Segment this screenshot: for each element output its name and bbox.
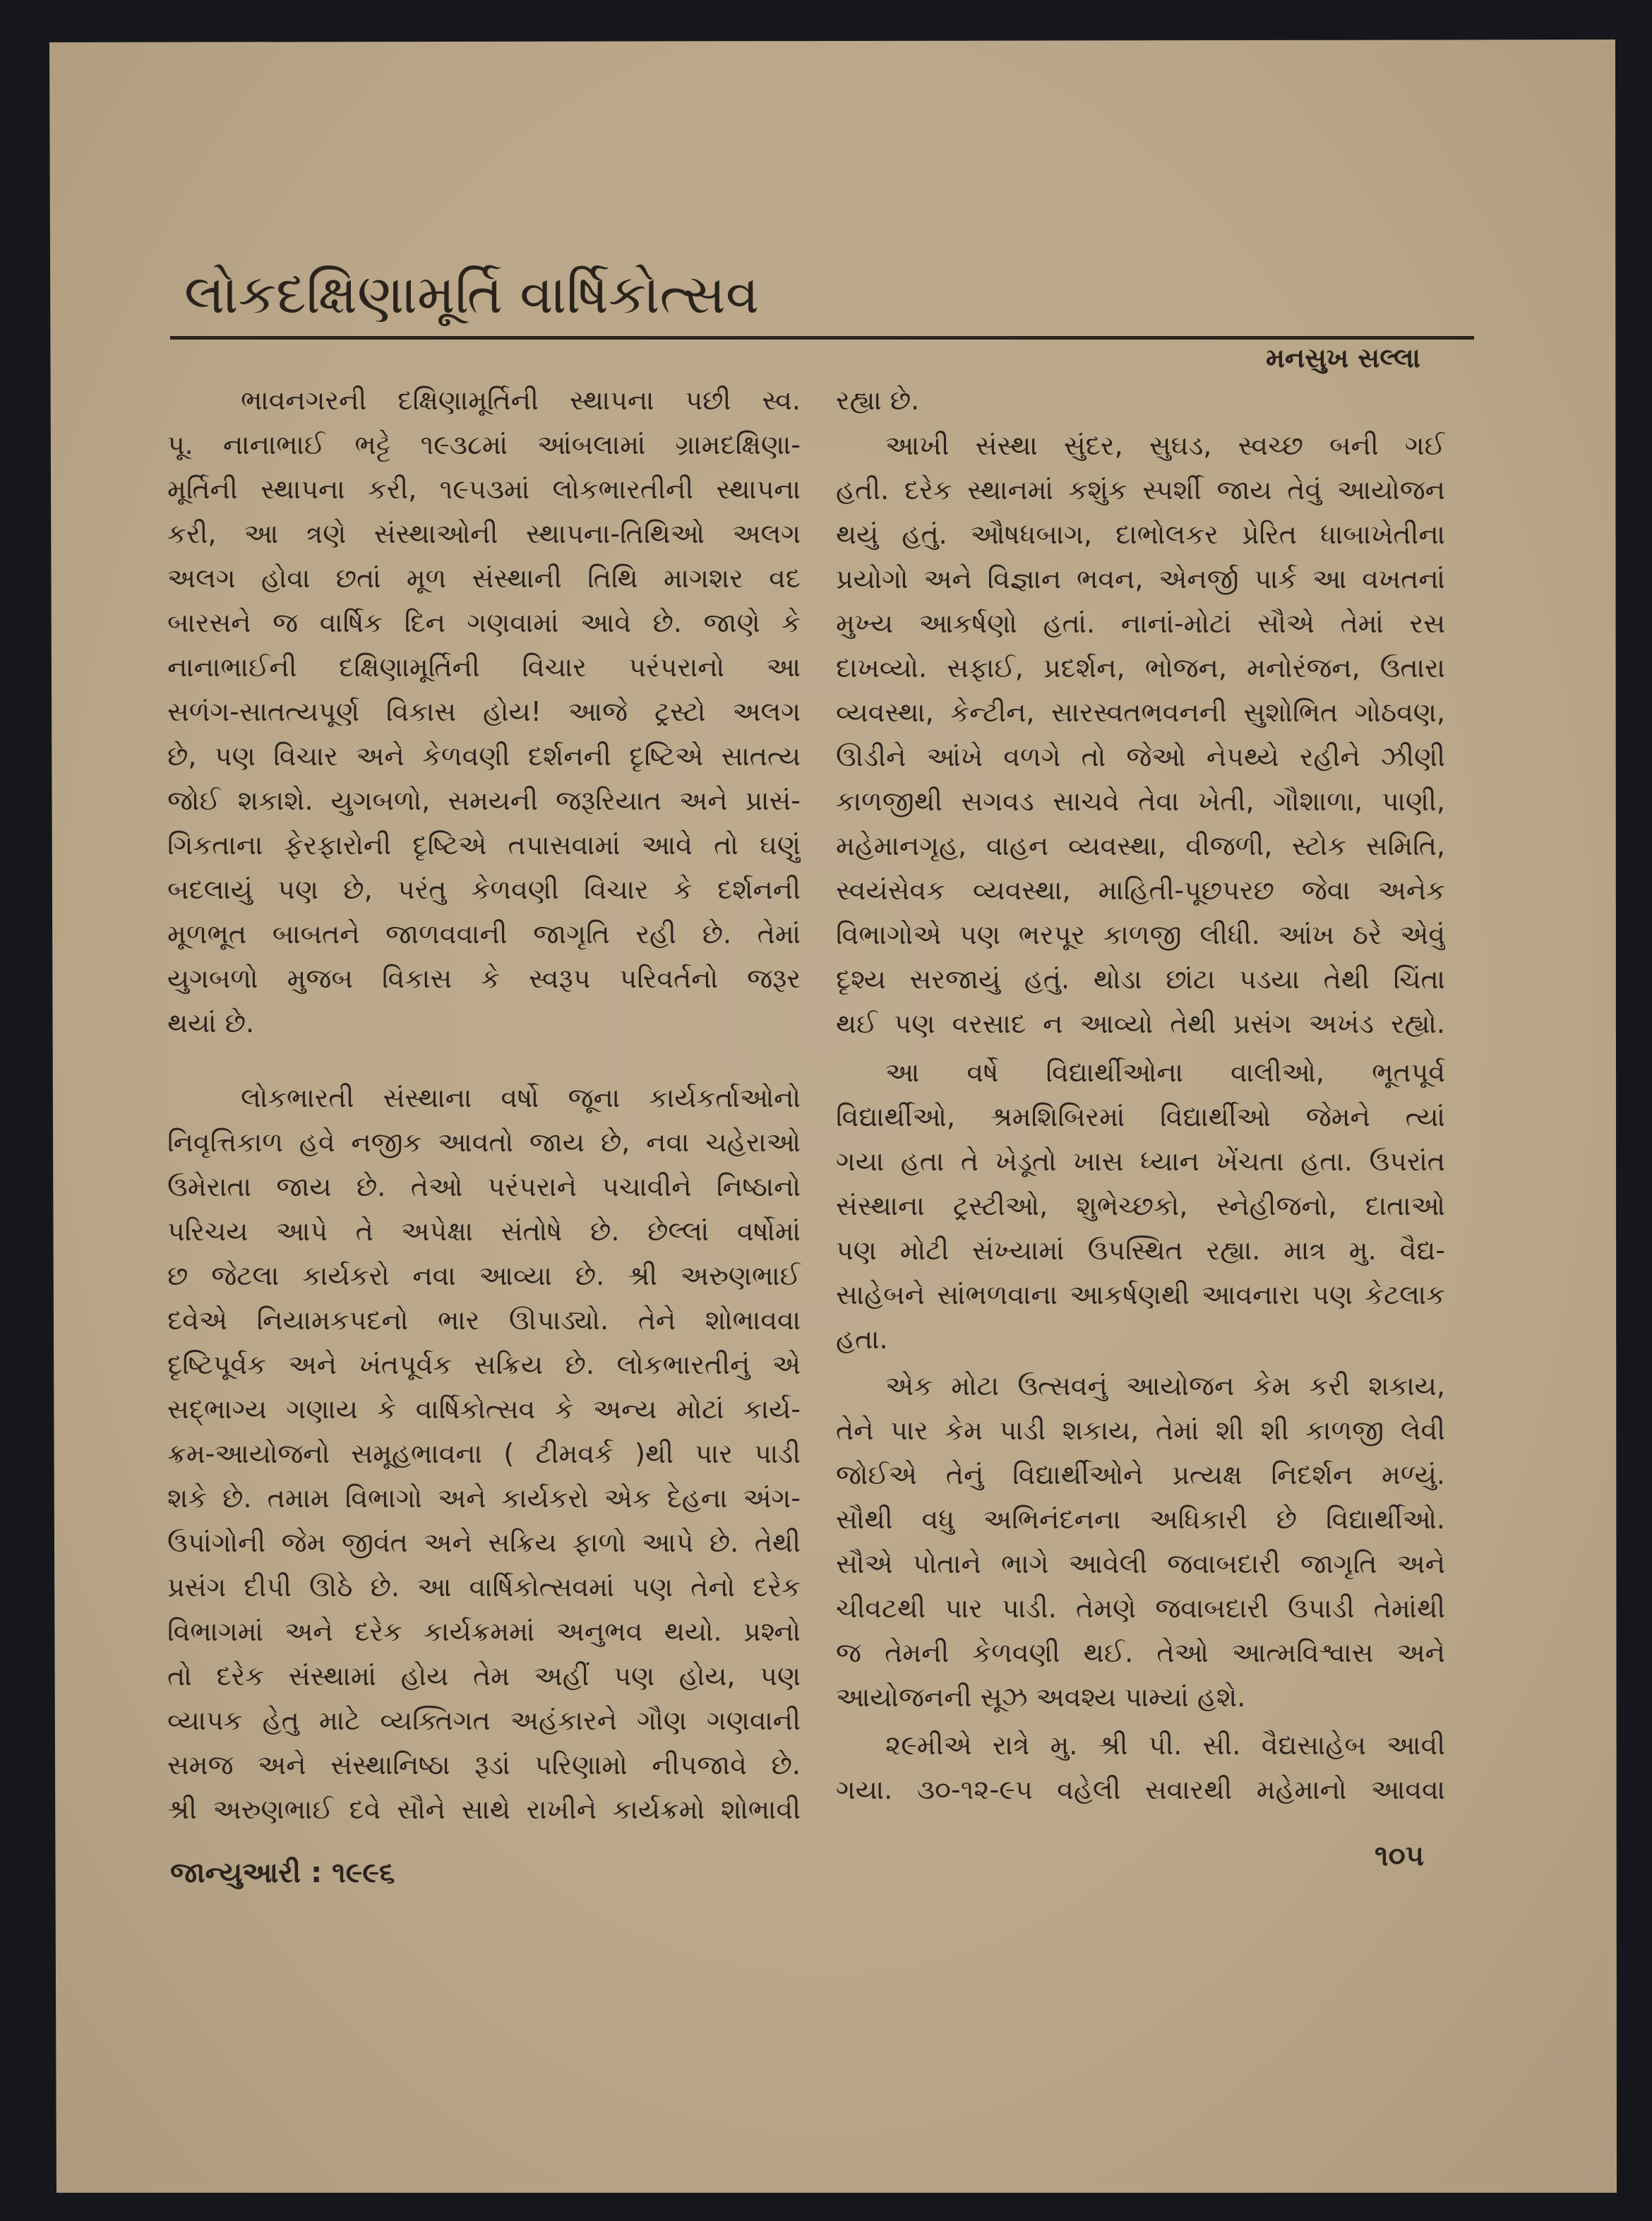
text-line: આ વર્ષે વિદ્યાર્થીઓના વાલીઓ, ભૂતપૂર્વ [885,1057,1445,1088]
text-line: ઉપાંગોની જેમ જીવંત અને સક્રિય ફાળો આપે છે. તેથી [167,1527,801,1558]
text-line: પણ મોટી સંખ્યામાં ઉપસ્થિત રહ્યા. માત્ર મુ. વૈદ્ય- [836,1235,1445,1266]
text-line: છે, પણ વિચાર અને કેળવણી દર્શનની દૃષ્ટિએ સાતત્ય [167,741,801,772]
paragraph [836,1050,1445,1362]
text-line: સ્વયંસેવક વ્યવસ્થા, માહિતી-પૂછપરછ જેવા અનેક [836,875,1445,906]
text-line: એક મોટા ઉત્સવનું આયોજન કેમ કરી શકાય, [885,1370,1445,1401]
text-line: શ્રી અરુણભાઈ દવે સૌને સાથે રાખીને કાર્યક્રમો શોભાવી [167,1794,801,1825]
text-line: બદલાયું પણ છે, પરંતુ કેળવણી વિચાર કે દર્શનની [167,874,801,905]
text-line: ભાવનગરની દક્ષિણામૂર્તિની સ્થાપના પછી સ્વ. [241,385,801,416]
title-rule [170,336,1474,340]
text-line: બારસને જ વાર્ષિક દિન ગણવામાં આવે છે. જાણે કે [167,607,801,638]
paragraph [167,1076,801,1832]
text-line: સૌથી વધુ અભિનંદનના અધિકારી છે વિદ્યાર્થીઓ. [836,1504,1445,1535]
paragraph [836,424,1445,1046]
text-line: આયોજનની સૂઝ અવશ્ય પામ્યાં હશે. [836,1682,1246,1713]
text-line: મૂળભૂત બાબતને જાળવવાની જાગૃતિ રહી છે. તેમાં [167,918,801,950]
right-column [836,378,1445,1812]
text-line: ૨૯મીએ રાત્રે મુ. શ્રી પી. સી. વૈદ્યસાહેબ આવી [885,1730,1445,1761]
article-title: લોકદક્ષિણામૂર્તિ વાર્ષિકોત્સવ [184,263,760,325]
text-line: મૂર્તિની સ્થાપના કરી, ૧૯૫૩માં લોકભારતીની સ્થાપના [167,474,801,505]
text-line: શકે છે. તમામ વિભાગો અને કાર્યકરો એક દેહના અંગ- [167,1483,801,1514]
issue-date: જાન્યુઆરી : ૧૯૯૬ [170,1857,395,1889]
text-line: કરી, આ ત્રણે સંસ્થાઓની સ્થાપના-તિથિઓ અલગ [167,518,801,549]
text-line: તેને પાર કેમ પાડી શકાય, તેમાં શી શી કાળજી લેવી [836,1415,1445,1446]
paragraph [836,1364,1445,1720]
text-line: થયાં છે. [167,1007,255,1038]
text-line: સંસ્થાના ટ્રસ્ટીઓ, શુભેચ્છકો, સ્નેહીજનો, દાતાઓ [836,1190,1445,1221]
text-line: વિદ્યાર્થીઓ, શ્રમશિબિરમાં વિદ્યાર્થીઓ જેમને ત્યાં [836,1101,1445,1132]
text-line: કાળજીથી સગવડ સાચવે તેવા ખેતી, ગૌશાળા, પાણી, [836,786,1445,817]
text-line: નાનાભાઈની દક્ષિણામૂર્તિની વિચાર પરંપરાનો આ [167,652,801,683]
text-line: સાહેબને સાંભળવાના આકર્ષણથી આવનારા પણ કેટલાક [836,1279,1445,1310]
text-line: દવેએ નિયામકપદનો ભાર ઊપાડ્યો. તેને શોભાવવા [167,1305,801,1336]
text-line: ગયા હતા તે ખેડૂતો ખાસ ધ્યાન ખેંચતા હતા. ઉપરાંત [836,1146,1445,1177]
text-line: ઊડીને આંખે વળગે તો જેઓ નેપથ્યે રહીને ઝીણી [836,741,1445,772]
paragraph [836,1723,1445,1812]
page-number: ૧૦૫ [1375,1840,1424,1872]
text-line: ક્રમ-આયોજનો સમૂહભાવના ( ટીમવર્ક )થી પાર પાડી [167,1438,801,1469]
text-line: જોઈ શકાશે. યુગબળો, સમયની જરૂરિયાત અને પ્રાસં- [167,785,801,816]
text-line: દૃશ્ય સરજાયું હતું. થોડા છાંટા પડયા તેથી ચિંતા [836,964,1445,995]
text-line: પ્રસંગ દીપી ઊઠે છે. આ વાર્ષિકોત્સવમાં પણ તેનો દરેક [167,1572,801,1603]
text-line: વ્યાપક હેતુ માટે વ્યક્તિગત અહંકારને ગૌણ ગણવાની [167,1705,801,1736]
text-line: દાખવ્યો. સફાઈ, પ્રદર્શન, ભોજન, મનોરંજન, ઉતારા [836,652,1445,683]
text-line: સૌએ પોતાને ભાગે આવેલી જવાબદારી જાગૃતિ અને [836,1548,1445,1579]
text-line: ચીવટથી પાર પાડી. તેમણે જવાબદારી ઉપાડી તેમાંથી [836,1593,1445,1624]
left-column [167,378,801,1832]
text-line: વિભાગોએ પણ ભરપૂર કાળજી લીધી. આંખ ઠરે એવું [836,919,1445,950]
text-line: યુગબળો મુજબ વિકાસ કે સ્વરૂપ પરિવર્તનો જરૂર [167,963,801,994]
text-line: નિવૃત્તિકાળ હવે નજીક આવતો જાય છે, નવા ચહેરાઓ [167,1127,801,1158]
text-line: મુખ્ય આકર્ષણો હતાં. નાનાં-મોટાં સૌએ તેમાં રસ [836,608,1445,639]
text-line: છ જેટલા કાર્યકરો નવા આવ્યા છે. શ્રી અરુણભાઈ [167,1260,801,1291]
text-line: પૂ. નાનાભાઈ ભટ્ટે ૧૯૩૮માં આંબલામાં ગ્રામદક્ષિણા- [167,429,801,460]
text-line: વ્યવસ્થા, કેન્ટીન, સારસ્વતભવનની સુશોભિત ગોઠવણ, [836,697,1445,728]
text-line: આખી સંસ્થા સુંદર, સુઘડ, સ્વચ્છ બની ગઈ [885,430,1445,461]
text-line: પરિચય આપે તે અપેક્ષા સંતોષે છે. છેલ્લાં વર્ષોમાં [167,1216,801,1247]
text-line: મહેમાનગૃહ, વાહન વ્યવસ્થા, વીજળી, સ્ટોક સમિતિ, [836,830,1445,861]
text-line: અલગ હોવા છતાં મૂળ સંસ્થાની તિથિ માગશર વદ [167,563,801,594]
text-line: તો દરેક સંસ્થામાં હોય તેમ અહીં પણ હોય, પણ [167,1660,801,1692]
text-line: જોઈએ તેનું વિદ્યાર્થીઓને પ્રત્યક્ષ નિદર્શન મળ્યું. [836,1459,1445,1490]
text-line: હતા. [836,1324,888,1355]
text-line: સળંગ-સાતત્યપૂર્ણ વિકાસ હોય! આજે ટ્રસ્ટો અલગ [167,696,801,727]
text-line: રહ્યા છે. [836,385,920,416]
text-line: લોકભારતી સંસ્થાના વર્ષો જૂના કાર્યકર્તાઓનો [241,1082,801,1113]
text-line: થયું હતું. ઔષધબાગ, દાભોલકર પ્રેરિત ધાબાખેતીના [836,519,1445,550]
text-line: ગયા. ૩૦-૧૨-૯૫ વહેલી સવારથી મહેમાનો આવવા [836,1774,1445,1805]
paragraph [836,378,1445,423]
text-line: દૃષ્ટિપૂર્વક અને ખંતપૂર્વક સક્રિય છે. લોકભારતીનું એ [167,1349,801,1380]
text-line: થઈ પણ વરસાદ ન આવ્યો તેથી પ્રસંગ અખંડ રહ્યો. [836,1008,1445,1039]
text-line: ઉમેરાતા જાય છે. તેઓ પરંપરાને પચાવીને નિષ્ઠાનો [167,1171,801,1202]
author-name: મનસુખ સલ્લા [1266,342,1420,373]
text-line: હતી. દરેક સ્થાનમાં કશુંક સ્પર્શી જાય તેવું આયોજન [836,474,1445,505]
text-line: જ તેમની કેળવણી થઈ. તેઓ આત્મવિશ્વાસ અને [836,1637,1445,1668]
text-line: સમજ અને સંસ્થાનિષ્ઠા રૂડાં પરિણામો નીપજાવે છે. [167,1749,801,1780]
text-line: ગિકતાના ફેરફારોની દૃષ્ટિએ તપાસવામાં આવે તો ઘણું [167,830,801,861]
paragraph [167,378,801,1046]
text-line: પ્રયોગો અને વિજ્ઞાન ભવન, એનર્જી પાર્ક આ વખતનાં [836,563,1445,594]
text-line: સદ્ભાગ્ય ગણાય કે વાર્ષિકોત્સવ કે અન્ય મોટાં કાર્ય- [167,1394,801,1425]
text-line: વિભાગમાં અને દરેક કાર્યક્રમમાં અનુભવ થયો. પ્રશ્નો [167,1616,801,1647]
